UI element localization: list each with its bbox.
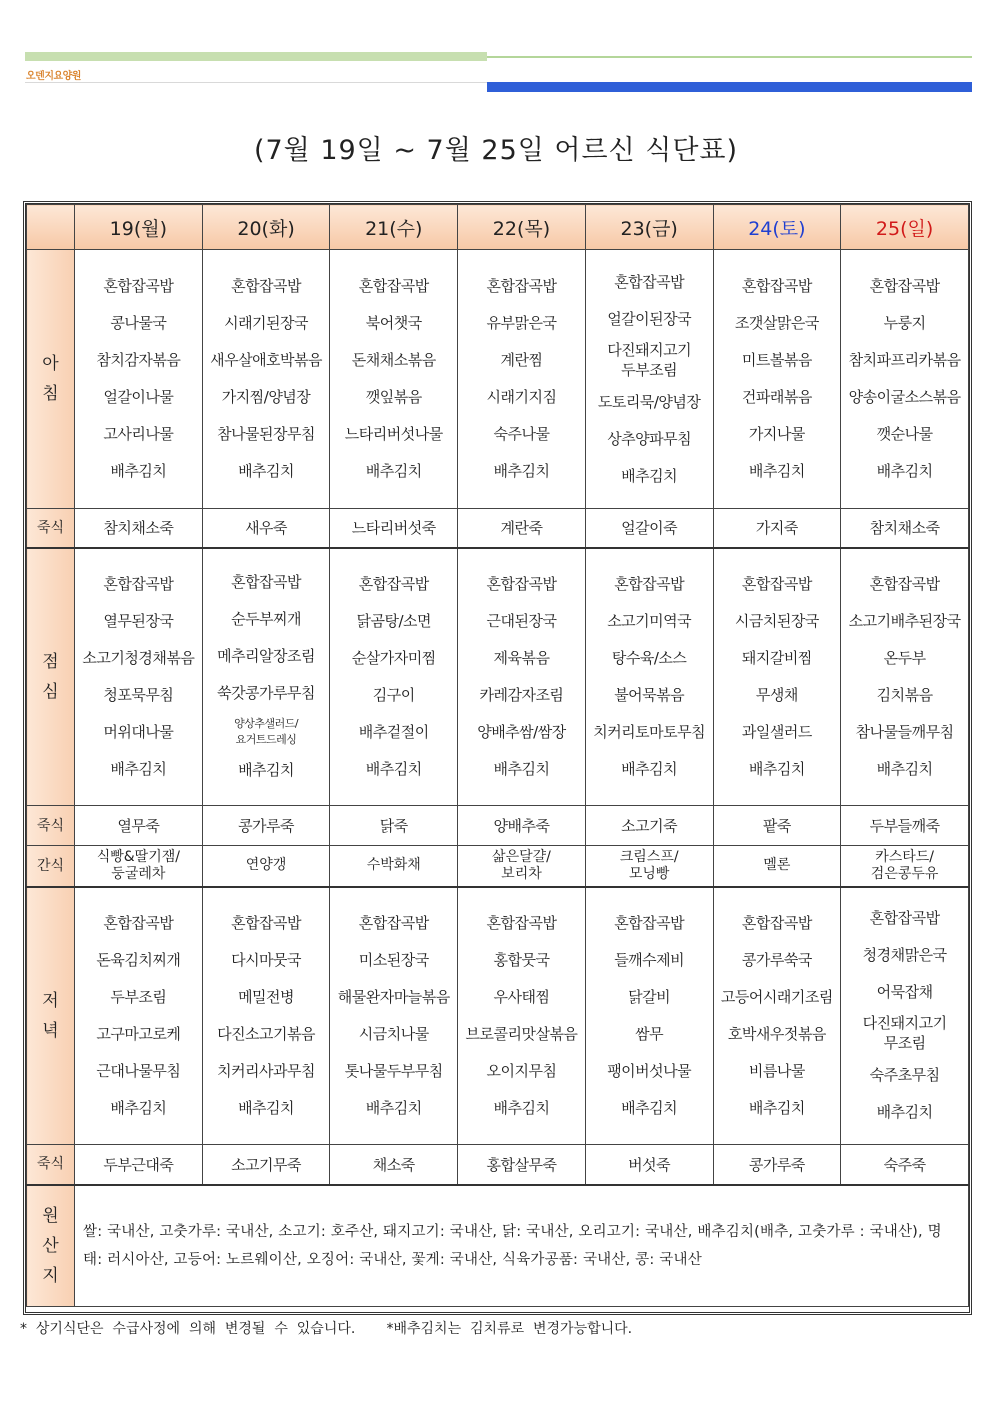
menu-item: 북어챗국 xyxy=(365,314,422,332)
porridge-cell: 숙주죽 xyxy=(841,1145,969,1185)
dinner-cell xyxy=(458,887,586,1145)
dinner-cell xyxy=(330,887,458,1145)
day-header-saturday: 24(토) xyxy=(713,205,841,250)
porridge-cell: 버섯죽 xyxy=(585,1145,713,1185)
menu-item: 건파래볶음 xyxy=(741,388,812,406)
menu-item: 배추김치 xyxy=(876,1103,933,1122)
lunch-cell xyxy=(458,548,586,806)
menu-item: 혼합잡곡밥 xyxy=(358,913,429,932)
menu-item: 혼합잡곡밥 xyxy=(103,913,174,932)
breakfast-cell xyxy=(585,250,713,509)
menu-item: 혼합잡곡밥 xyxy=(741,277,812,295)
menu-item: 소고기배추된장국 xyxy=(848,611,961,630)
menu-item: 배추김치 xyxy=(493,759,550,778)
menu-item: 콩나물국 xyxy=(110,314,167,332)
breakfast-cell xyxy=(713,250,841,509)
menu-item: 숙주나물 xyxy=(493,425,550,443)
menu-item: 쑥갓콩가루무침 xyxy=(217,684,316,703)
menu-item: 깻잎볶음 xyxy=(365,388,422,406)
porridge-cell: 두부들깨죽 xyxy=(841,806,969,846)
header-blue-bar xyxy=(487,82,972,92)
breakfast-label xyxy=(27,250,75,509)
porridge-cell: 콩가루죽 xyxy=(202,806,330,846)
snack-cell: 삶은달걀/ 보리차 xyxy=(458,846,586,887)
menu-item: 김구이 xyxy=(372,685,415,704)
porridge-cell: 참치채소죽 xyxy=(75,509,203,548)
menu-item: 온두부 xyxy=(883,648,926,667)
menu-item: 계란찜 xyxy=(500,351,543,369)
menu-item: 치커리사과무침 xyxy=(217,1061,316,1080)
menu-table xyxy=(26,204,969,1307)
menu-item: 비름나물 xyxy=(748,1061,805,1080)
menu-item: 혼합잡곡밥 xyxy=(741,913,812,932)
porridge-cell: 계란죽 xyxy=(458,509,586,548)
origin-label xyxy=(27,1185,75,1307)
menu-item: 배추김치 xyxy=(238,761,295,780)
menu-item: 혼합잡곡밥 xyxy=(103,277,174,295)
menu-item: 배추김치 xyxy=(621,466,678,485)
menu-item: 참나물들깨무침 xyxy=(855,722,954,741)
menu-item: 소고기미역국 xyxy=(607,611,692,630)
menu-item: 청포묵무침 xyxy=(103,685,174,704)
menu-item: 상추양파무침 xyxy=(607,429,692,448)
dinner-porridge-row xyxy=(27,1145,969,1185)
org-logo-text: 오덴지요양원 xyxy=(26,71,81,82)
breakfast-row xyxy=(27,250,969,509)
day-header-row xyxy=(27,205,969,250)
lunch-row xyxy=(27,548,969,806)
menu-item: 배추김치 xyxy=(621,759,678,778)
menu-item: 참치파프리카볶음 xyxy=(848,351,961,369)
menu-item: 혼합잡곡밥 xyxy=(869,277,940,295)
menu-item: 카레감자조림 xyxy=(479,685,564,704)
porridge-cell: 소고기무죽 xyxy=(202,1145,330,1185)
snack-cell: 식빵&딸기잼/ 둥굴레차 xyxy=(75,846,203,887)
breakfast-cell xyxy=(330,250,458,509)
dinner-cell xyxy=(585,887,713,1145)
menu-item: 다시마뭇국 xyxy=(231,950,302,969)
porridge-cell: 콩가루죽 xyxy=(713,1145,841,1185)
menu-item: 돈채채소볶음 xyxy=(351,351,436,369)
menu-item: 해물완자마늘볶음 xyxy=(337,987,450,1006)
dinner-cell xyxy=(75,887,203,1145)
menu-item: 배추김치 xyxy=(110,1098,167,1117)
day-header: 21(수) xyxy=(330,205,458,250)
menu-item: 돈육김치찌개 xyxy=(96,950,181,969)
menu-item: 홍합뭇국 xyxy=(493,950,550,969)
menu-item: 배추김치 xyxy=(493,462,550,480)
menu-item: 탕수육/소스 xyxy=(611,648,687,667)
menu-item: 조갯살맑은국 xyxy=(734,314,819,332)
menu-item: 혼합잡곡밥 xyxy=(869,909,940,928)
menu-item: 느타리버섯나물 xyxy=(344,425,443,443)
dinner-row xyxy=(27,887,969,1145)
porridge-cell: 열무죽 xyxy=(75,806,203,846)
header-green-bar xyxy=(25,52,487,61)
menu-item: 얼갈이된장국 xyxy=(607,309,692,328)
menu-item: 가지찜/양념장 xyxy=(221,388,311,406)
menu-item: 혼합잡곡밥 xyxy=(231,913,302,932)
breakfast-porridge-row xyxy=(27,509,969,548)
menu-item: 고구마고로케 xyxy=(96,1024,181,1043)
porridge-cell: 닭죽 xyxy=(330,806,458,846)
menu-item: 혼합잡곡밥 xyxy=(486,574,557,593)
label-text: 점 심 xyxy=(42,651,59,702)
day-header-sunday: 25(일) xyxy=(841,205,969,250)
porridge-cell: 참치채소죽 xyxy=(841,509,969,548)
menu-item: 닭갈비 xyxy=(628,987,671,1006)
menu-item: 가지나물 xyxy=(748,425,805,443)
lunch-cell xyxy=(585,548,713,806)
dinner-label xyxy=(27,887,75,1145)
dinner-cell xyxy=(202,887,330,1145)
menu-item: 배추김치 xyxy=(365,1098,422,1117)
menu-item: 도토리묵/양념장 xyxy=(597,392,701,411)
menu-item: 시금치나물 xyxy=(358,1024,429,1043)
lunch-cell xyxy=(202,548,330,806)
menu-item: 얼갈이나물 xyxy=(103,388,174,406)
porridge-cell: 팥죽 xyxy=(713,806,841,846)
lunch-cell xyxy=(841,548,969,806)
menu-item: 치커리토마토무침 xyxy=(593,722,706,741)
menu-item: 혼합잡곡밥 xyxy=(231,573,302,592)
menu-item: 혼합잡곡밥 xyxy=(231,277,302,295)
menu-item: 시래기지짐 xyxy=(486,388,557,406)
menu-item: 배추김치 xyxy=(110,462,167,480)
menu-item: 쌈무 xyxy=(635,1024,664,1043)
menu-item: 배추김치 xyxy=(110,759,167,778)
menu-item: 배추김치 xyxy=(748,759,805,778)
lunch-cell xyxy=(75,548,203,806)
menu-item: 순살가자미찜 xyxy=(351,648,436,667)
menu-item: 혼합잡곡밥 xyxy=(486,277,557,295)
porridge-cell: 얼갈이죽 xyxy=(585,509,713,548)
menu-item: 머위대나물 xyxy=(103,722,174,741)
porridge-cell: 양배추죽 xyxy=(458,806,586,846)
page-title: (7월 19일 ~ 7월 25일 어르신 식단표) xyxy=(253,135,739,166)
snack-label: 간식 xyxy=(27,846,75,887)
menu-item: 순두부찌개 xyxy=(231,610,302,629)
label-text: 저 녁 xyxy=(42,990,59,1041)
day-header: 23(금) xyxy=(585,205,713,250)
lunch-cell xyxy=(330,548,458,806)
breakfast-cell xyxy=(75,250,203,509)
menu-item: 우사태찜 xyxy=(493,987,550,1006)
menu-item: 참치감자볶음 xyxy=(96,351,181,369)
menu-item: 브로콜리맛살볶음 xyxy=(465,1024,578,1043)
menu-item: 소고기청경채볶음 xyxy=(82,648,195,667)
menu-item: 배추김치 xyxy=(365,759,422,778)
header-green-line xyxy=(487,56,972,58)
menu-item: 시래기된장국 xyxy=(224,314,309,332)
menu-item: 양송이굴소스볶음 xyxy=(848,388,961,406)
menu-item: 혼합잡곡밥 xyxy=(358,574,429,593)
menu-item: 다진돼지고기 두부조림 xyxy=(607,340,692,379)
menu-item: 참나물된장무침 xyxy=(217,425,316,443)
footer-note: * 상기식단은 수급사정에 의해 변경될 수 있습니다. *배추김치는 김치류로 변경가능합니다. xyxy=(20,1321,633,1337)
menu-item: 고등어시래기조림 xyxy=(720,987,833,1006)
snack-row xyxy=(27,846,969,887)
menu-item: 혼합잡곡밥 xyxy=(614,913,685,932)
header-divider xyxy=(25,82,487,83)
menu-item: 오이지무침 xyxy=(486,1061,557,1080)
menu-item: 열무된장국 xyxy=(103,611,174,630)
label-text: 아 침 xyxy=(42,354,59,404)
day-header: 20(화) xyxy=(202,205,330,250)
menu-item: 두부조림 xyxy=(110,987,167,1006)
menu-item: 김치볶음 xyxy=(876,685,933,704)
menu-item: 다진소고기볶음 xyxy=(217,1024,316,1043)
menu-item: 콩가루쑥국 xyxy=(741,950,812,969)
porridge-label: 죽식 xyxy=(27,806,75,846)
origin-row xyxy=(27,1185,969,1307)
menu-item: 메밀전병 xyxy=(238,987,295,1006)
menu-item: 숙주초무침 xyxy=(869,1066,940,1085)
menu-item: 들깨수제비 xyxy=(614,950,685,969)
dinner-cell xyxy=(713,887,841,1145)
lunch-label xyxy=(27,548,75,806)
breakfast-cell xyxy=(458,250,586,509)
menu-item: 팽이버섯나물 xyxy=(607,1061,692,1080)
snack-cell: 수박화채 xyxy=(330,846,458,887)
menu-item: 호박새우젓볶음 xyxy=(727,1024,826,1043)
menu-item: 제육볶음 xyxy=(493,648,550,667)
menu-item: 고사리나물 xyxy=(103,425,174,443)
porridge-cell: 소고기죽 xyxy=(585,806,713,846)
menu-item: 혼합잡곡밥 xyxy=(741,574,812,593)
snack-cell: 크림스프/ 모닝빵 xyxy=(585,846,713,887)
menu-item: 배추김치 xyxy=(238,462,295,480)
menu-item: 청경채맑은국 xyxy=(862,946,947,965)
menu-item: 혼합잡곡밥 xyxy=(486,913,557,932)
menu-item: 양배추쌈/쌈장 xyxy=(477,722,566,741)
menu-item: 근대나물무침 xyxy=(96,1061,181,1080)
menu-item: 배추겉절이 xyxy=(358,722,429,741)
menu-item: 미소된장국 xyxy=(358,950,429,969)
porridge-cell: 홍합살무죽 xyxy=(458,1145,586,1185)
dinner-cell xyxy=(841,887,969,1145)
snack-cell: 연양갱 xyxy=(202,846,330,887)
menu-item: 양상추샐러드/ 요거트드레싱 xyxy=(234,717,299,747)
menu-item: 배추김치 xyxy=(876,759,933,778)
menu-item: 유부맑은국 xyxy=(486,314,557,332)
menu-item: 배추김치 xyxy=(493,1098,550,1117)
porridge-label: 죽식 xyxy=(27,509,75,548)
porridge-cell: 두부근대죽 xyxy=(75,1145,203,1185)
porridge-cell: 새우죽 xyxy=(202,509,330,548)
menu-item: 돼지갈비찜 xyxy=(741,648,812,667)
porridge-label: 죽식 xyxy=(27,1145,75,1185)
menu-item: 혼합잡곡밥 xyxy=(103,574,174,593)
menu-item: 다진돼지고기 무조림 xyxy=(862,1014,947,1053)
menu-item: 톳나물두부무침 xyxy=(344,1061,443,1080)
porridge-cell: 가지죽 xyxy=(713,509,841,548)
day-header: 19(월) xyxy=(75,205,203,250)
menu-item: 혼합잡곡밥 xyxy=(358,277,429,295)
menu-item: 배추김치 xyxy=(748,1098,805,1117)
menu-item: 혼합잡곡밥 xyxy=(869,574,940,593)
snack-cell: 카스타드/ 검은콩두유 xyxy=(841,846,969,887)
menu-item: 누룽지 xyxy=(883,314,926,332)
menu-item: 시금치된장국 xyxy=(734,611,819,630)
menu-item: 어묵잡채 xyxy=(876,983,933,1002)
menu-item: 배추김치 xyxy=(238,1098,295,1117)
label-text: 원 산 지 xyxy=(42,1205,59,1286)
menu-item: 깻순나물 xyxy=(876,425,933,443)
snack-cell: 멜론 xyxy=(713,846,841,887)
menu-item: 배추김치 xyxy=(365,462,422,480)
menu-item: 메추리알장조림 xyxy=(217,647,316,666)
menu-item: 무생채 xyxy=(755,685,798,704)
day-header: 22(목) xyxy=(458,205,586,250)
breakfast-cell xyxy=(841,250,969,509)
menu-item: 혼합잡곡밥 xyxy=(614,574,685,593)
menu-item: 닭곰탕/소면 xyxy=(356,611,432,630)
origin-text: 쌀: 국내산, 고춧가루: 국내산, 소고기: 호주산, 돼지고기: 국내산, 닭: 국내산, 오리고기: 국내산, 배추김치(배추, 고춧가루 : 국내산), 명태: 러시아산, 고등어: 노르웨이산, 오징어: 국내산, 꽃게: 국내산, 식육가공품: 국내산, 콩: 국내산 xyxy=(75,1185,969,1307)
menu-item: 미트볼볶음 xyxy=(741,351,812,369)
menu-item: 근대된장국 xyxy=(486,611,557,630)
menu-item: 불어묵볶음 xyxy=(614,685,685,704)
menu-item: 배추김치 xyxy=(621,1098,678,1117)
menu-item: 배추김치 xyxy=(876,462,933,480)
lunch-porridge-row xyxy=(27,806,969,846)
corner-cell xyxy=(27,205,75,250)
menu-item: 새우살애호박볶음 xyxy=(210,351,323,369)
menu-table-frame xyxy=(23,201,972,1315)
menu-item: 과일샐러드 xyxy=(741,722,812,741)
porridge-cell: 느타리버섯죽 xyxy=(330,509,458,548)
porridge-cell: 채소죽 xyxy=(330,1145,458,1185)
lunch-cell xyxy=(713,548,841,806)
breakfast-cell xyxy=(202,250,330,509)
menu-item: 배추김치 xyxy=(748,462,805,480)
menu-item: 혼합잡곡밥 xyxy=(614,272,685,291)
